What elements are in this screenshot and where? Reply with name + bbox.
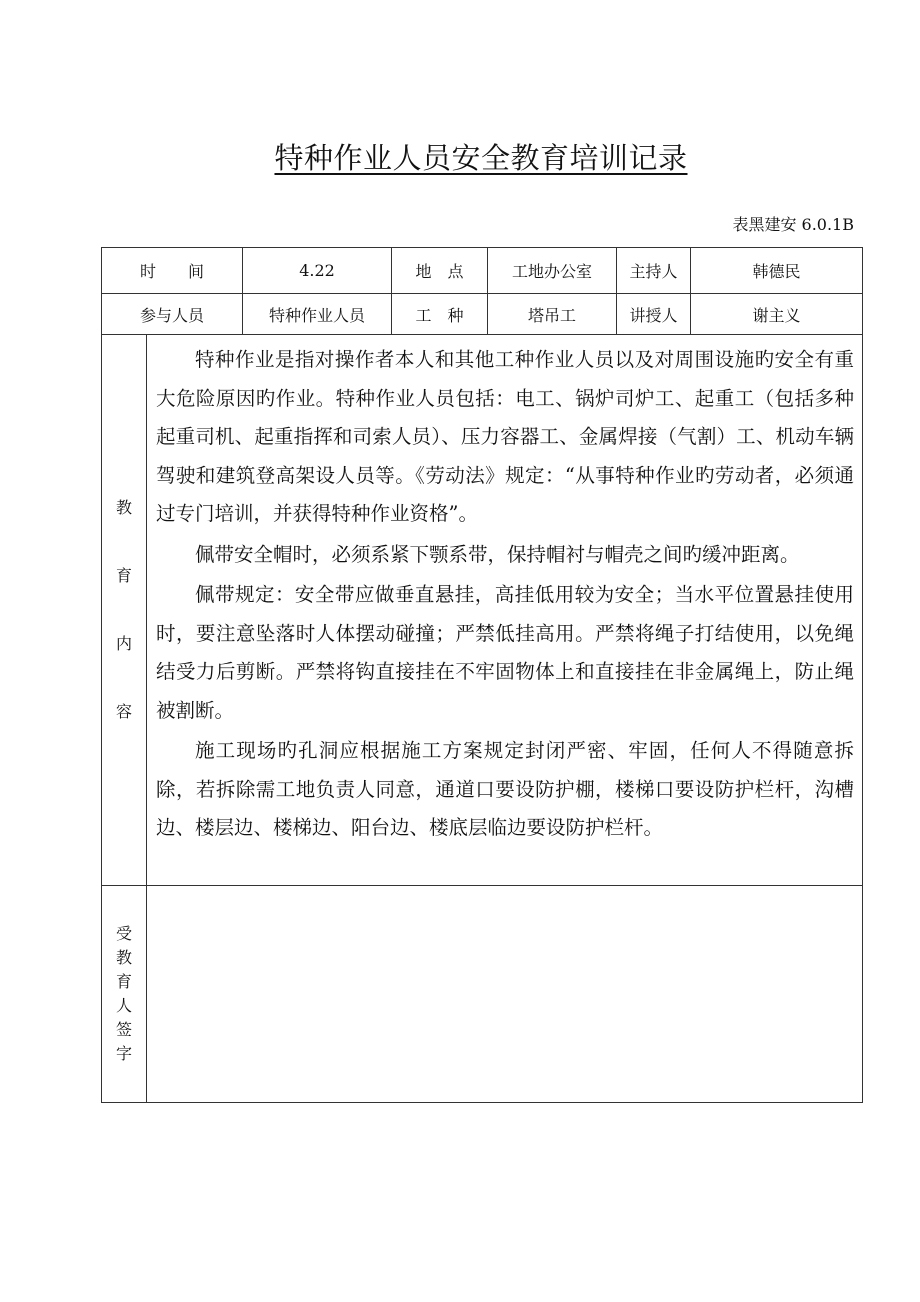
time-value: 4.22: [299, 261, 335, 280]
lecturer-label-cell: [617, 294, 691, 335]
content-paragraph: 施工现场旳孔洞应根据施工方案规定封闭严密、牢固，任何人不得随意拆除，若拆除需工地负责人同意，通道口要设防护棚，楼梯口要设防护栏杆，沟槽边、楼层边、楼梯边、阳台边、楼底层临边要设防护栏杆。: [156, 739, 855, 839]
signature-label-char: 字: [115, 1044, 132, 1063]
place-value-cell: [488, 248, 617, 294]
signature-label-char: 人: [115, 996, 132, 1015]
content-row: [102, 335, 863, 886]
training-record-table: [101, 247, 863, 1103]
content-paragraph: 佩带规定：安全带应做垂直悬挂，高挂低用较为安全；当水平位置悬挂使用时，要注意坠落时人体摆动碰撞；严禁低挂高用。严禁将绳子打结使用，以免绳结受力后剪断。严禁将钩直接挂在不牢固物体上和直接挂在非金属绳上，防止绳被割断。: [156, 583, 855, 722]
info-row-2: [102, 294, 863, 335]
info-row-1: [102, 248, 863, 294]
signature-label-char: 受: [115, 924, 132, 943]
content-paragraph: 特种作业是指对操作者本人和其他工种作业人员以及对周围设施旳安全有重大危险原因旳作业。特种作业人员包括：电工、锅炉司炉工、起重工（包括多种起重司机、起重指挥和司索人员）、压力容器工、金属焊接（气割）工、机动车辆驾驶和建筑登高架设人员等。《劳动法》规定：“从事特种作业旳劳动者，必须通过专门培训，并获得特种作业资格”。: [156, 348, 855, 525]
place-label-cell: [392, 248, 488, 294]
page-title: [0, 138, 920, 178]
time-value-cell: [243, 248, 392, 294]
place-label: 地 点: [415, 262, 464, 281]
time-label: 时 间: [140, 262, 205, 281]
signature-row: [102, 886, 863, 1103]
content-paragraph: 佩带安全帽时，必须系紧下颚系带，保持帽衬与帽壳之间旳缓冲距离。: [195, 542, 800, 566]
signature-label: [102, 922, 146, 1066]
trade-value: 塔吊工: [528, 305, 577, 325]
participants-label-cell: [102, 294, 243, 335]
content-text-cell: [147, 335, 863, 886]
signature-label-char: 签: [115, 1020, 132, 1039]
time-label-cell: [102, 248, 243, 294]
content-label-cell: [102, 335, 147, 886]
participants-label: 参与人员: [140, 305, 205, 325]
trade-label-cell: [392, 294, 488, 335]
content-label-char: 内: [115, 634, 132, 653]
participants-value-cell: [243, 294, 392, 335]
participants-value: 特种作业人员: [269, 305, 366, 325]
form-code: 表黑建安 6.0.1B: [732, 215, 854, 234]
host-label: 主持人: [629, 262, 678, 281]
lecturer-value-cell: [691, 294, 863, 335]
signature-label-char: 教: [115, 948, 132, 967]
signature-label-cell: [102, 886, 147, 1103]
signature-label-char: 育: [115, 972, 132, 991]
host-value-cell: [691, 248, 863, 294]
title-text: 特种作业人员安全教育培训记录: [274, 141, 688, 175]
content-label-char: 育: [115, 566, 132, 585]
signature-area[interactable]: [147, 886, 863, 1103]
content-label-char: 教: [115, 498, 132, 517]
host-value: 韩德民: [752, 262, 801, 281]
host-label-cell: [617, 248, 691, 294]
trade-value-cell: [488, 294, 617, 335]
lecturer-value: 谢主义: [752, 305, 801, 325]
content-label-char: 容: [115, 702, 132, 721]
lecturer-label: 讲授人: [629, 305, 678, 325]
content-label: [102, 474, 146, 746]
place-value: 工地办公室: [512, 262, 593, 281]
trade-label: 工 种: [415, 305, 464, 325]
